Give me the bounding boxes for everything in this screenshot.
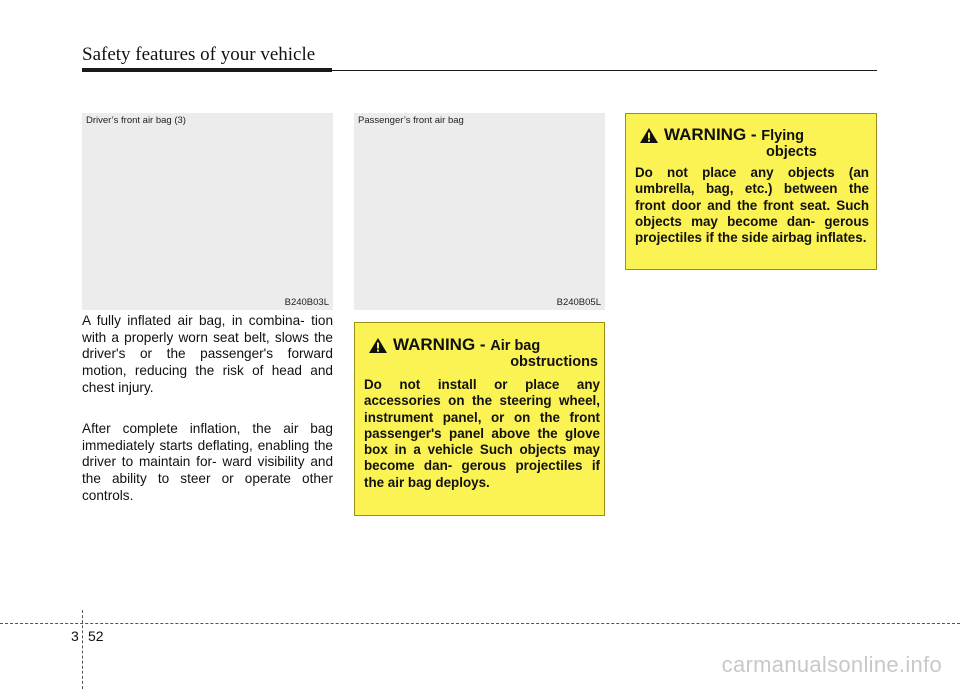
chapter-number: 3	[71, 628, 79, 644]
watermark: carmanualsonline.info	[721, 652, 942, 677]
warning-box-flying-objects	[625, 113, 877, 270]
header-rule	[82, 68, 332, 72]
warning-title-continuation: objects	[766, 144, 817, 160]
warning-box-air-bag-obstructions	[354, 322, 605, 516]
warning-text: Do not place any objects (an umbrella, bag, etc.) between the front door and the front seat. Such objects may become dan- gerous projectiles if the side airbag inflates.	[635, 165, 869, 246]
warning-heading	[393, 335, 540, 355]
footer-rule	[0, 623, 960, 624]
warning-title-continuation: obstructions	[510, 354, 598, 370]
figure-passenger-air-bag	[354, 113, 605, 310]
body-paragraph-1: A fully inflated air bag, in combina- tion with a properly worn seat belt, slows the driver's or the passenger's forward motion, reducing the risk of head and chest injury.	[82, 313, 333, 395]
warning-title: Air bag	[490, 338, 541, 354]
figure-code: B240B03L	[284, 297, 329, 308]
body-paragraph-2: After complete inflation, the air bag immediately starts deflating, enabling the driver to maintain for- ward visibility and the ability to steer or operate other controls.	[82, 421, 333, 503]
figure-caption: Passenger’s front air bag	[358, 115, 464, 126]
figure-caption: Driver’s front air bag (3)	[86, 115, 186, 126]
figure-driver-air-bag	[82, 113, 333, 310]
warning-text: Do not install or place any accessories on the steering wheel, instrument panel, or on the front passenger's panel above the glove box in a vehicle Such objects may become dan- gerous projectiles if the air bag deploys.	[364, 377, 600, 490]
page-header-title: Safety features of your vehicle	[82, 44, 316, 65]
warning-triangle-icon	[639, 127, 659, 144]
warning-label: WARNING -	[393, 335, 491, 354]
header-rule-thin	[332, 70, 877, 71]
figure-code: B240B05L	[556, 297, 601, 308]
warning-label: WARNING -	[664, 125, 762, 144]
warning-title: Flying	[761, 128, 804, 144]
warning-triangle-icon	[368, 337, 388, 354]
warning-heading	[664, 125, 804, 145]
page-number: 52	[88, 628, 104, 644]
footer-divider	[82, 610, 83, 689]
